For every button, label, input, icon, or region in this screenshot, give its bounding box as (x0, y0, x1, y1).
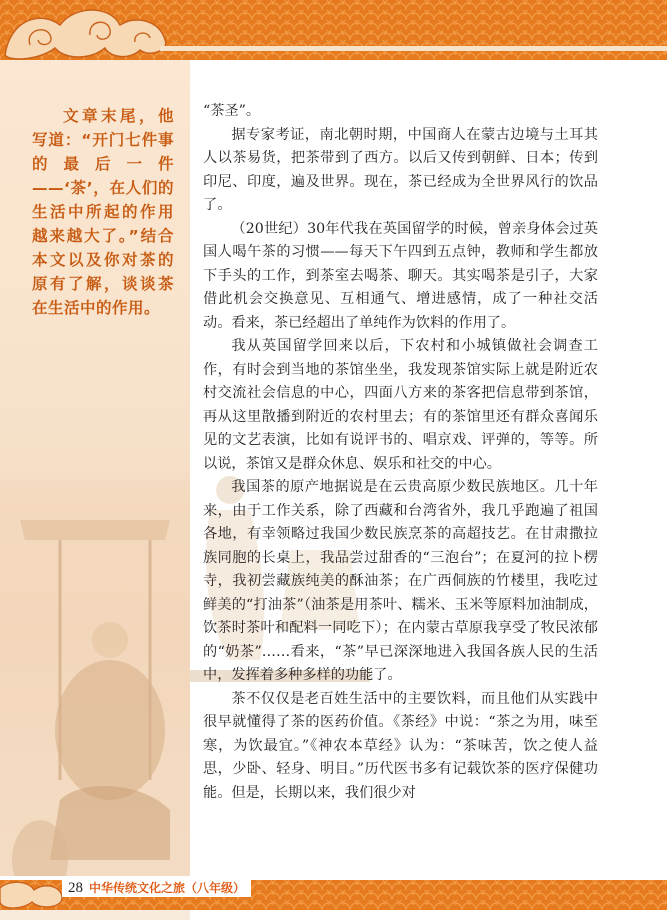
sidebar-note (32, 104, 174, 320)
paragraph: 我从英国留学回来以后，下农村和小城镇做社会调查工作，有时会到当地的茶馆坐坐，我发现茶馆实际上就是附近农村交流社会信息的中心，四面八方来的茶客把信息带到茶馆，再从这里散播到附近的农村里去；有的茶馆里还有群众喜闻乐见的文艺表演，比如有说评书的、唱京戏、评弹的，等等。所以说，茶馆又是群众休息、娱乐和社交的中心。 (203, 338, 598, 472)
paragraph: 据专家考证，南北朝时期，中国商人在蒙古边境与土耳其人以茶易货，把茶带到了西方。以后又传到朝鲜、日本；传到印尼、印度，遍及世界。现在，茶已经成为全世界风行的饮品了。 (203, 126, 598, 213)
page-number: 28 (68, 880, 83, 896)
paragraph: （20世纪）30年代我在英国留学的时候，曾亲身体会过英国人喝午茶的习惯——每天下午四到五点钟，教师和学生都放下手头的工作，到茶室去喝茶、聊天。其实喝茶是引子，大家借此机会交换意见、互相通气、增进感情，成了一种社交活动。看来，茶已经超出了单纯作为饮料的作用了。 (203, 220, 598, 331)
paragraph: 我国茶的原产地据说是在云贵高原少数民族地区。几十年来，由于工作关系，除了西藏和台湾省外，我几乎跑遍了祖国各地，有幸领略过我国少数民族烹茶的高超技艺。在甘肃撒拉族同胞的长桌上，我品尝过甜香的“三泡台”；在夏河的拉卜楞寺，我初尝藏族纯美的酥油茶；在广西侗族的竹楼里，我吃过鲜美的“打油茶”（油茶是用茶叶、糯米、玉米等原料加油制成，饮茶时茶叶和配料一同吃下）；在内蒙古草原我享受了牧民浓郁的“奶茶”……看来，“茶”早已深深地进入我国各族人民的生活中，发挥着多种多样的功能了。 (203, 479, 598, 683)
ancient-painting-illustration (0, 480, 190, 920)
sidebar-note-text: 文章末尾，他写道：“开门七件事的最后一件——‘茶’，在人们的生活中所起的作用越来越大了。”结合本文以及你对茶的原有了解，谈谈茶在生活中的作用。 (32, 107, 174, 317)
top-decorative-band (0, 0, 667, 60)
page-footer (62, 879, 251, 897)
paragraph: “茶圣”。 (203, 103, 261, 119)
book-title: 中华传统文化之旅（八年级） (89, 881, 246, 895)
cloud-pattern-icon (0, 0, 667, 60)
paragraph: 茶不仅仅是老百姓生活中的主要饮料，而且他们从实践中很早就懂得了茶的医药价值。《茶经》中说：“茶之为用，味至寒，为饮最宜。”《神农本草经》认为：“茶味苦，饮之使人益思，少卧、轻身、明目。”历代医书多有记载饮茶的医疗保健功能。但是，长期以来，我们很少对 (203, 690, 598, 801)
article-body (203, 100, 598, 805)
